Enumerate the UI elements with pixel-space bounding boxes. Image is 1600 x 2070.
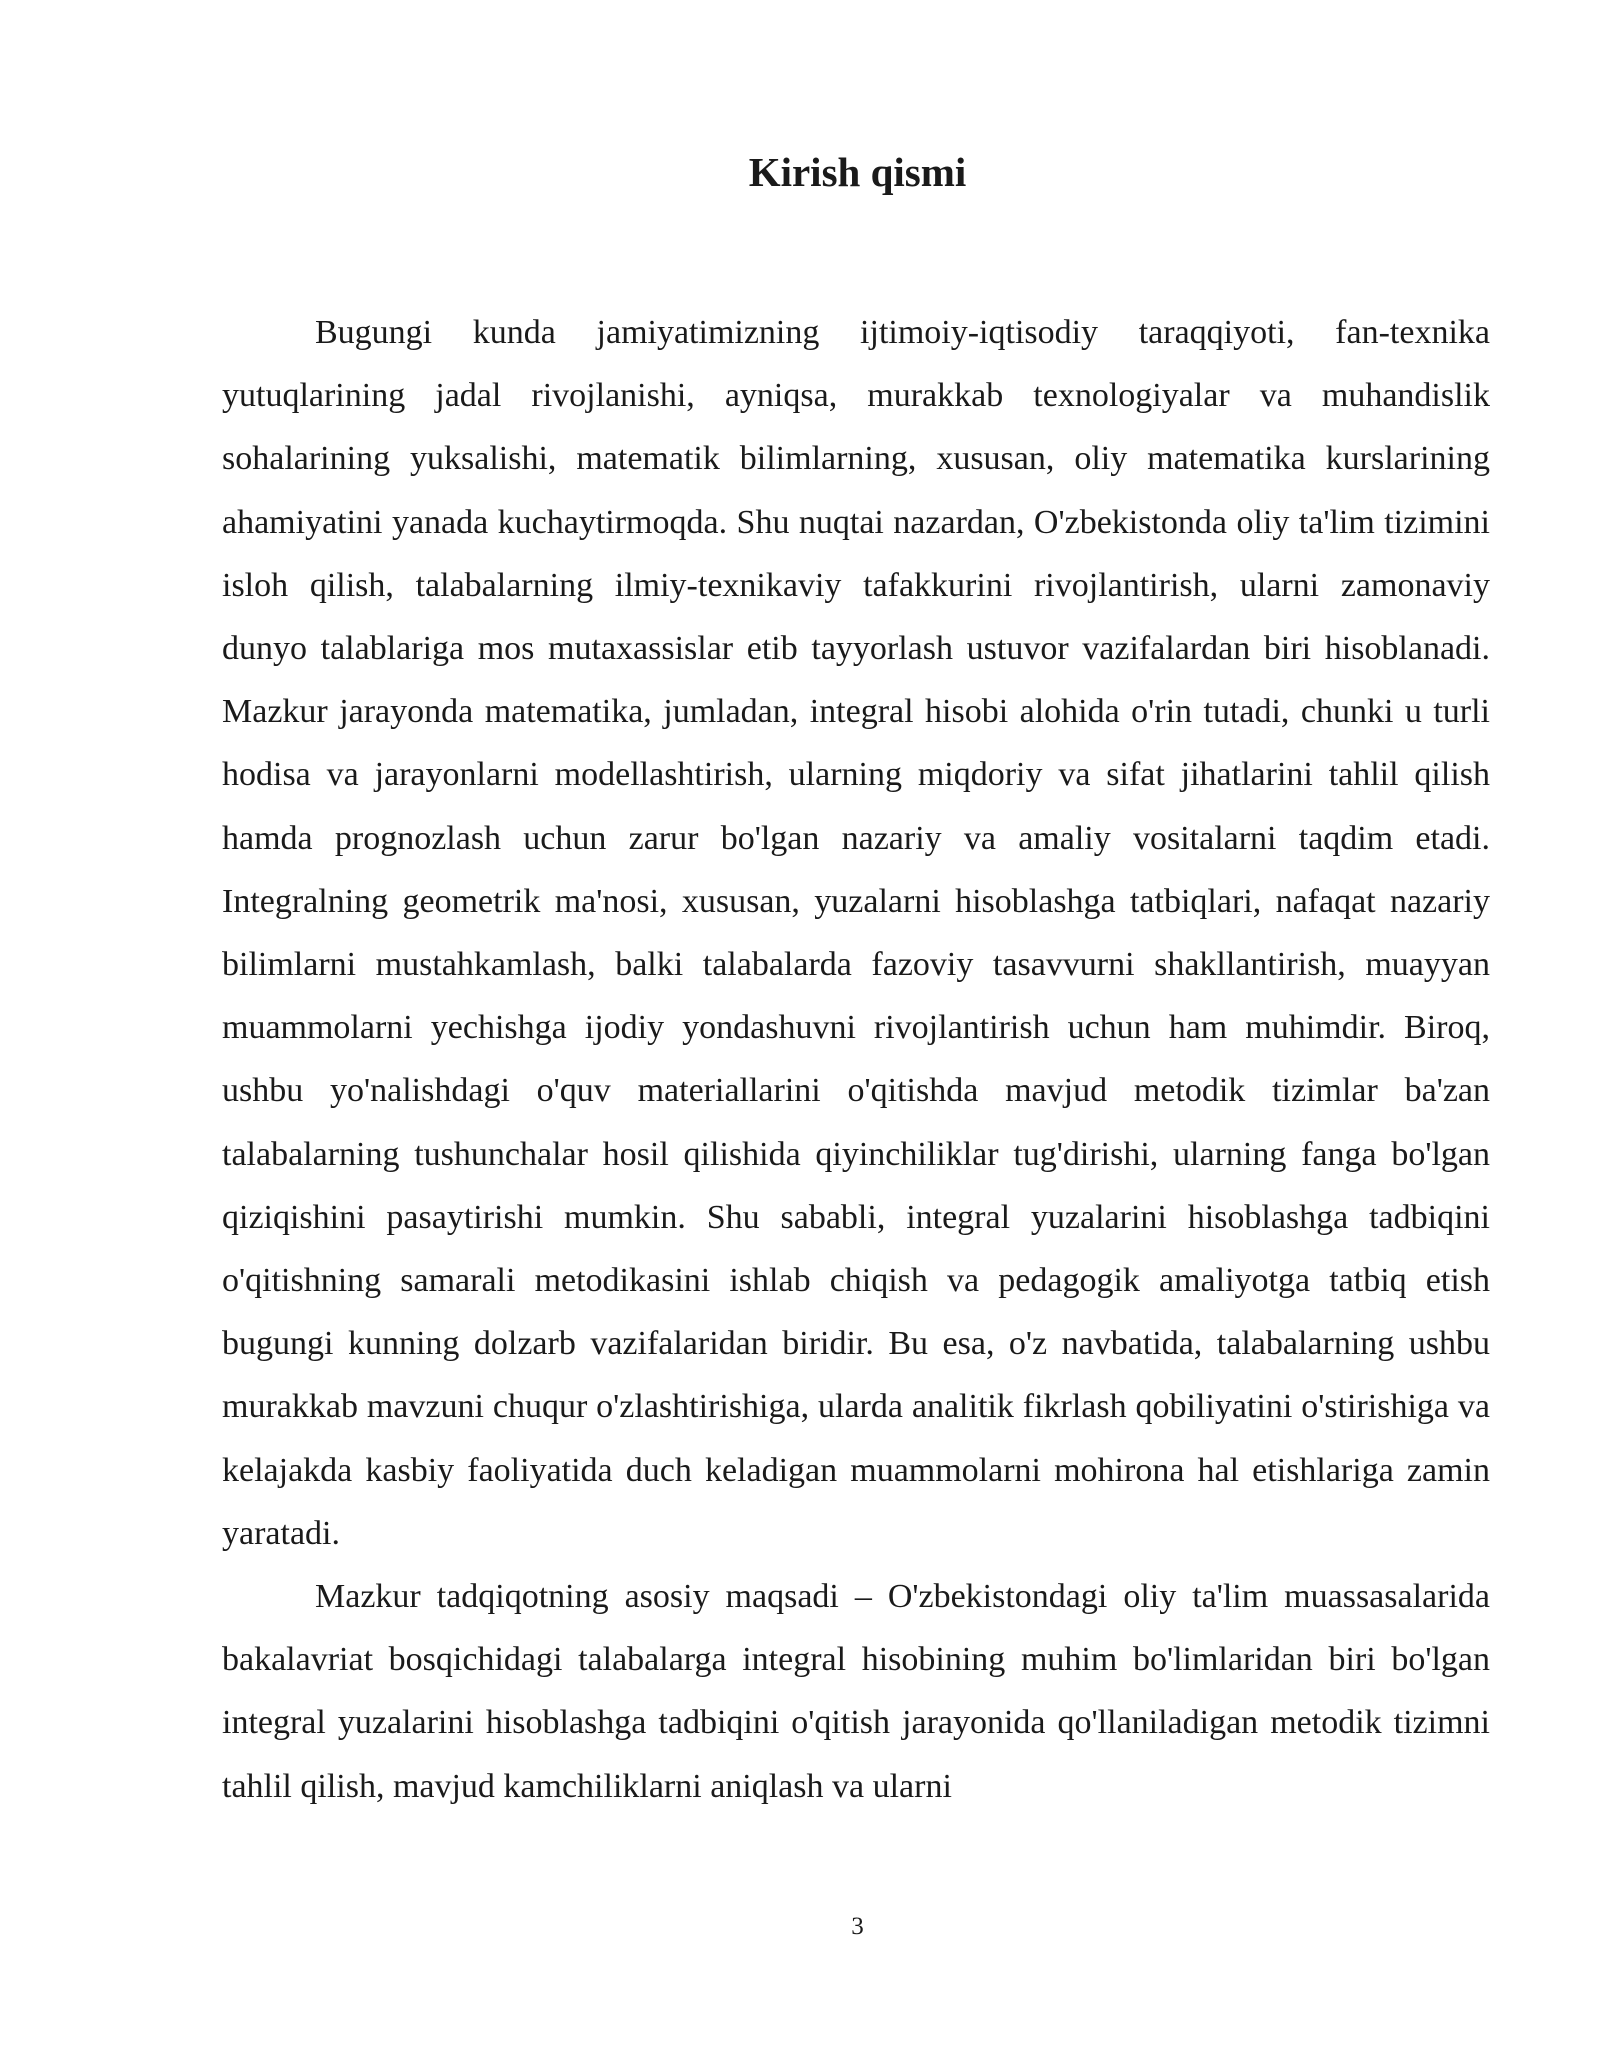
paragraph-2: Mazkur tadqiqotning asosiy maqsadi – O'zbekistondagi oliy ta'lim muassasalarida bakalavriat bosqichidagi talabalarga integral hisobining muhim bo'limlaridan biri bo'lgan integral yuzalarini hisoblashga tadbiqini o'qitish jarayonida qo'llaniladigan metodik tizimni tahlil qilish, mavjud kamchiliklarni aniqlash va ularni <box>222 1578 1490 1805</box>
page-number: 3 <box>851 1913 864 1940</box>
body-text <box>222 301 1490 1818</box>
paragraph-1: Bugungi kunda jamiyatimizning ijtimoiy-iqtisodiy taraqqiyoti, fan-texnika yutuqlarining jadal rivojlanishi, ayniqsa, murakkab texnologiyalar va muhandislik sohalarining yuksalishi, matematik bilimlarning, xususan, oliy matematika kurslarining ahamiyatini yanada kuchaytirmoqda. Shu nuqtai nazardan, O'zbekistonda oliy ta'lim tizimini isloh qilish, talabalarning ilmiy-texnikaviy tafakkurini rivojlantirish, ularni zamonaviy dunyo talablariga mos mutaxassislar etib tayyorlash ustuvor vazifalardan biri hisoblanadi. Mazkur jarayonda matematika, jumladan, integral hisobi alohida o'rin tutadi, chunki u turli hodisa va jarayonlarni modellashtirish, ularning miqdoriy va sifat jihatlarini tahlil qilish hamda prognozlash uchun zarur bo'lgan nazariy va amaliy vositalarni taqdim etadi. Integralning geometrik ma'nosi, xususan, yuzalarni hisoblashga tatbiqlari, nafaqat nazariy bilimlarni mustahkamlash, balki talabalarda fazoviy tasavvurni shakllantirish, muayyan muammolarni yechishga ijodiy yondashuvni rivojlantirish uchun ham muhimdir. Biroq, ushbu yo'nalishdagi o'quv materiallarini o'qitishda mavjud metodik tizimlar ba'zan talabalarning tushunchalar hosil qilishida qiyinchiliklar tug'dirishi, ularning fanga bo'lgan qiziqishini pasaytirishi mumkin. Shu sababli, integral yuzalarini hisoblashga tadbiqini o'qitishning samarali metodikasini ishlab chiqish va pedagogik amaliyotga tatbiq etish bugungi kunning dolzarb vazifalaridan biridir. Bu esa, o'z navbatida, talabalarning ushbu murakkab mavzuni chuqur o'zlashtirishiga, ularda analitik fikrlash qobiliyatini o'stirishiga va kelajakda kasbiy faoliyatida duch keladigan muammolarni mohirona hal etishlariga zamin yaratadi. <box>222 314 1490 1552</box>
section-title: Kirish qismi <box>748 149 967 195</box>
